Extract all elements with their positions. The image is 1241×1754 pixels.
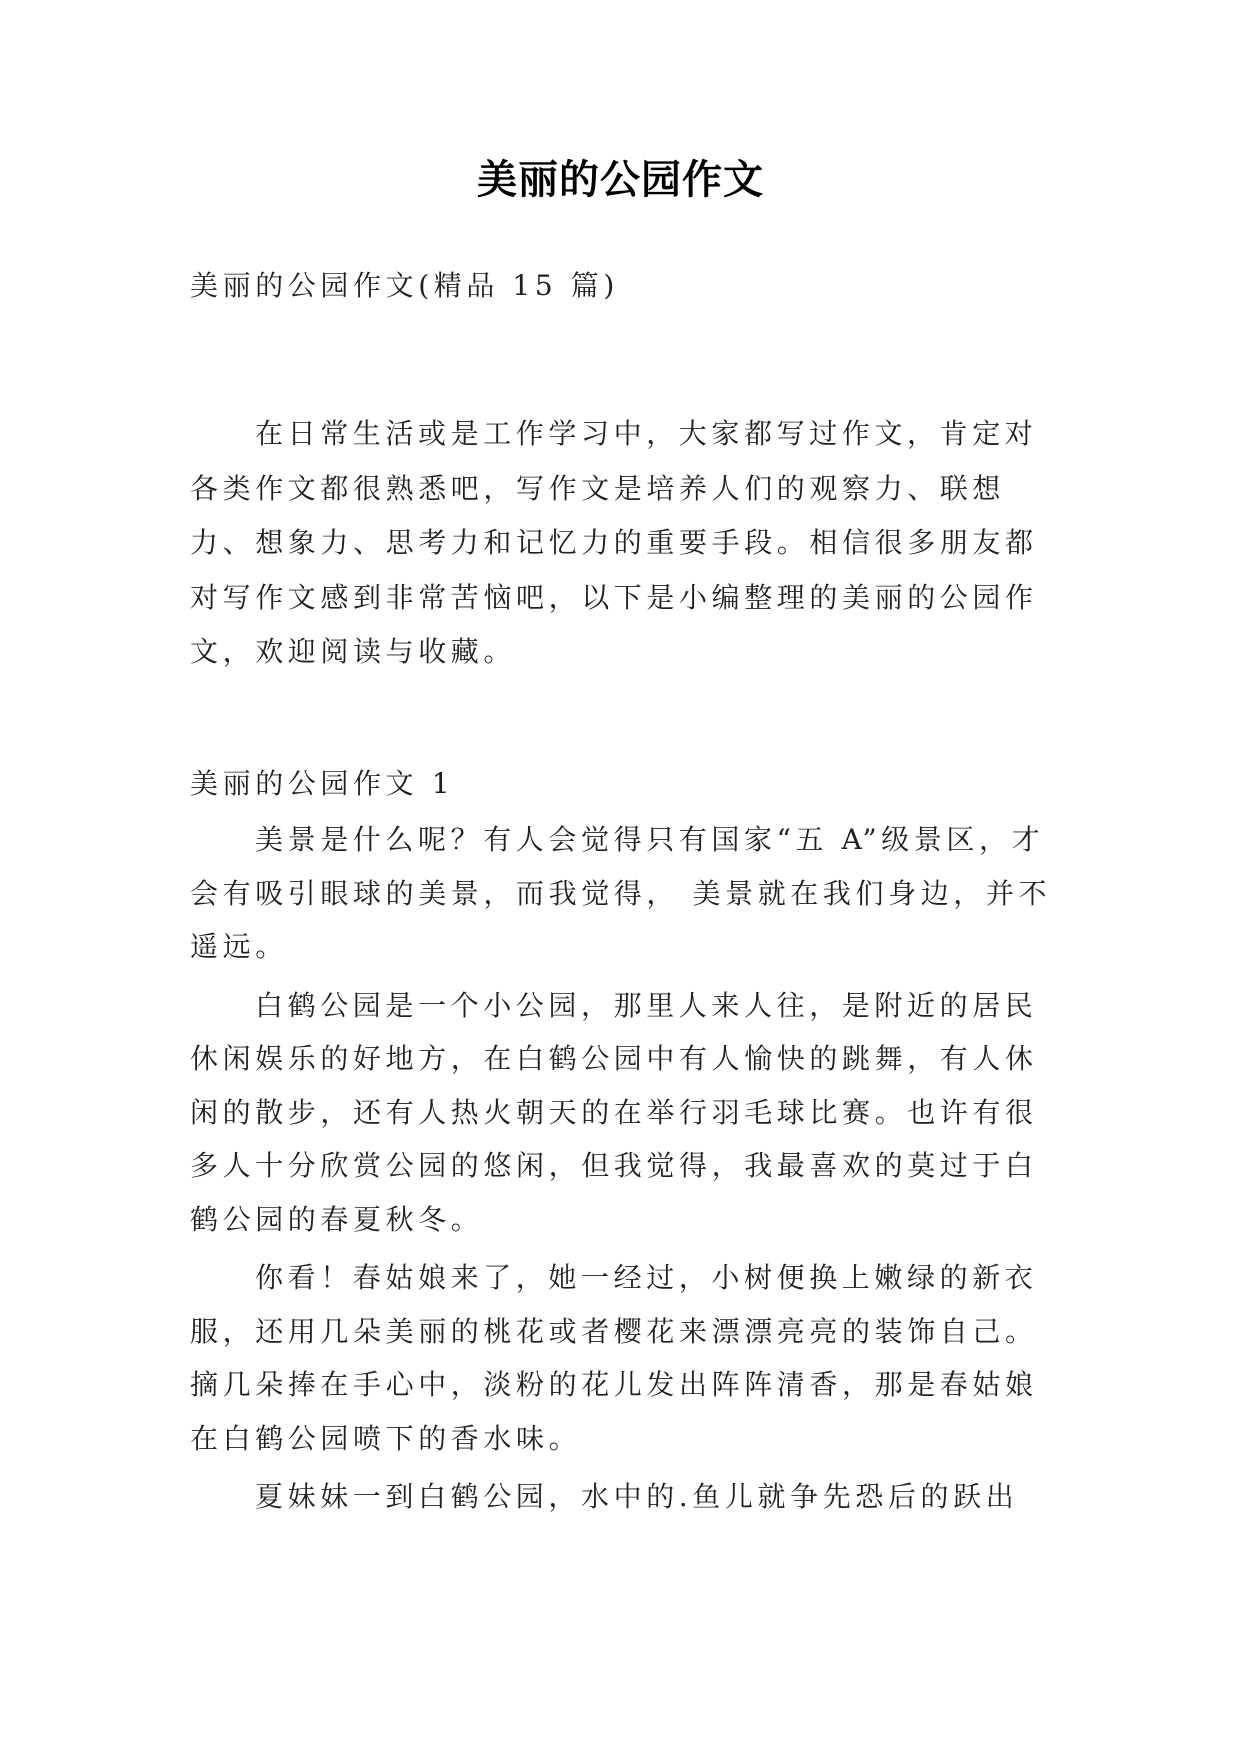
document-title: 美丽的公园作文 bbox=[477, 157, 764, 203]
section-body bbox=[190, 813, 1060, 1529]
body-paragraph: 美景是什么呢？有人会觉得只有国家“五 A”级景区，才会有吸引眼球的美景，而我觉得， 美景就在我们身边，并不遥远。 bbox=[190, 823, 1052, 963]
body-paragraph: 白鹤公园是一个小公园，那里人来人往，是附近的居民休闲娱乐的好地方，在白鹤公园中有人愉快的跳舞，有人休闲的散步，还有人热火朝天的在举行羽毛球比赛。也许有很多人十分欣赏公园的悠闲，但我觉得，我最喜欢的莫过于白鹤公园的春夏秋冬。 bbox=[190, 988, 1038, 1236]
body-paragraph: 夏妹妹一到白鹤公园，水中的.鱼儿就争先恐后的跃出 bbox=[255, 1480, 1019, 1513]
document-subtitle: 美丽的公园作文(精品 15 篇) bbox=[190, 269, 619, 302]
body-paragraph: 你看！春姑娘来了，她一经过，小树便换上嫩绿的新衣服，还用几朵美丽的桃花或者樱花来漂漂亮亮的装饰自己。摘几朵捧在手心中，淡粉的花儿发出阵阵清香，那是春姑娘在白鹤公园喷下的香水味。 bbox=[190, 1261, 1038, 1455]
section-heading: 美丽的公园作文 1 bbox=[190, 767, 455, 800]
intro-paragraph: 在日常生活或是工作学习中，大家都写过作文，肯定对各类作文都很熟悉吧，写作文是培养人们的观察力、联想力、想象力、思考力和记忆力的重要手段。相信很多朋友都对写作文感到非常苦恼吧，以下是小编整理的美丽的公园作文，欢迎阅读与收藏。 bbox=[190, 417, 1038, 668]
